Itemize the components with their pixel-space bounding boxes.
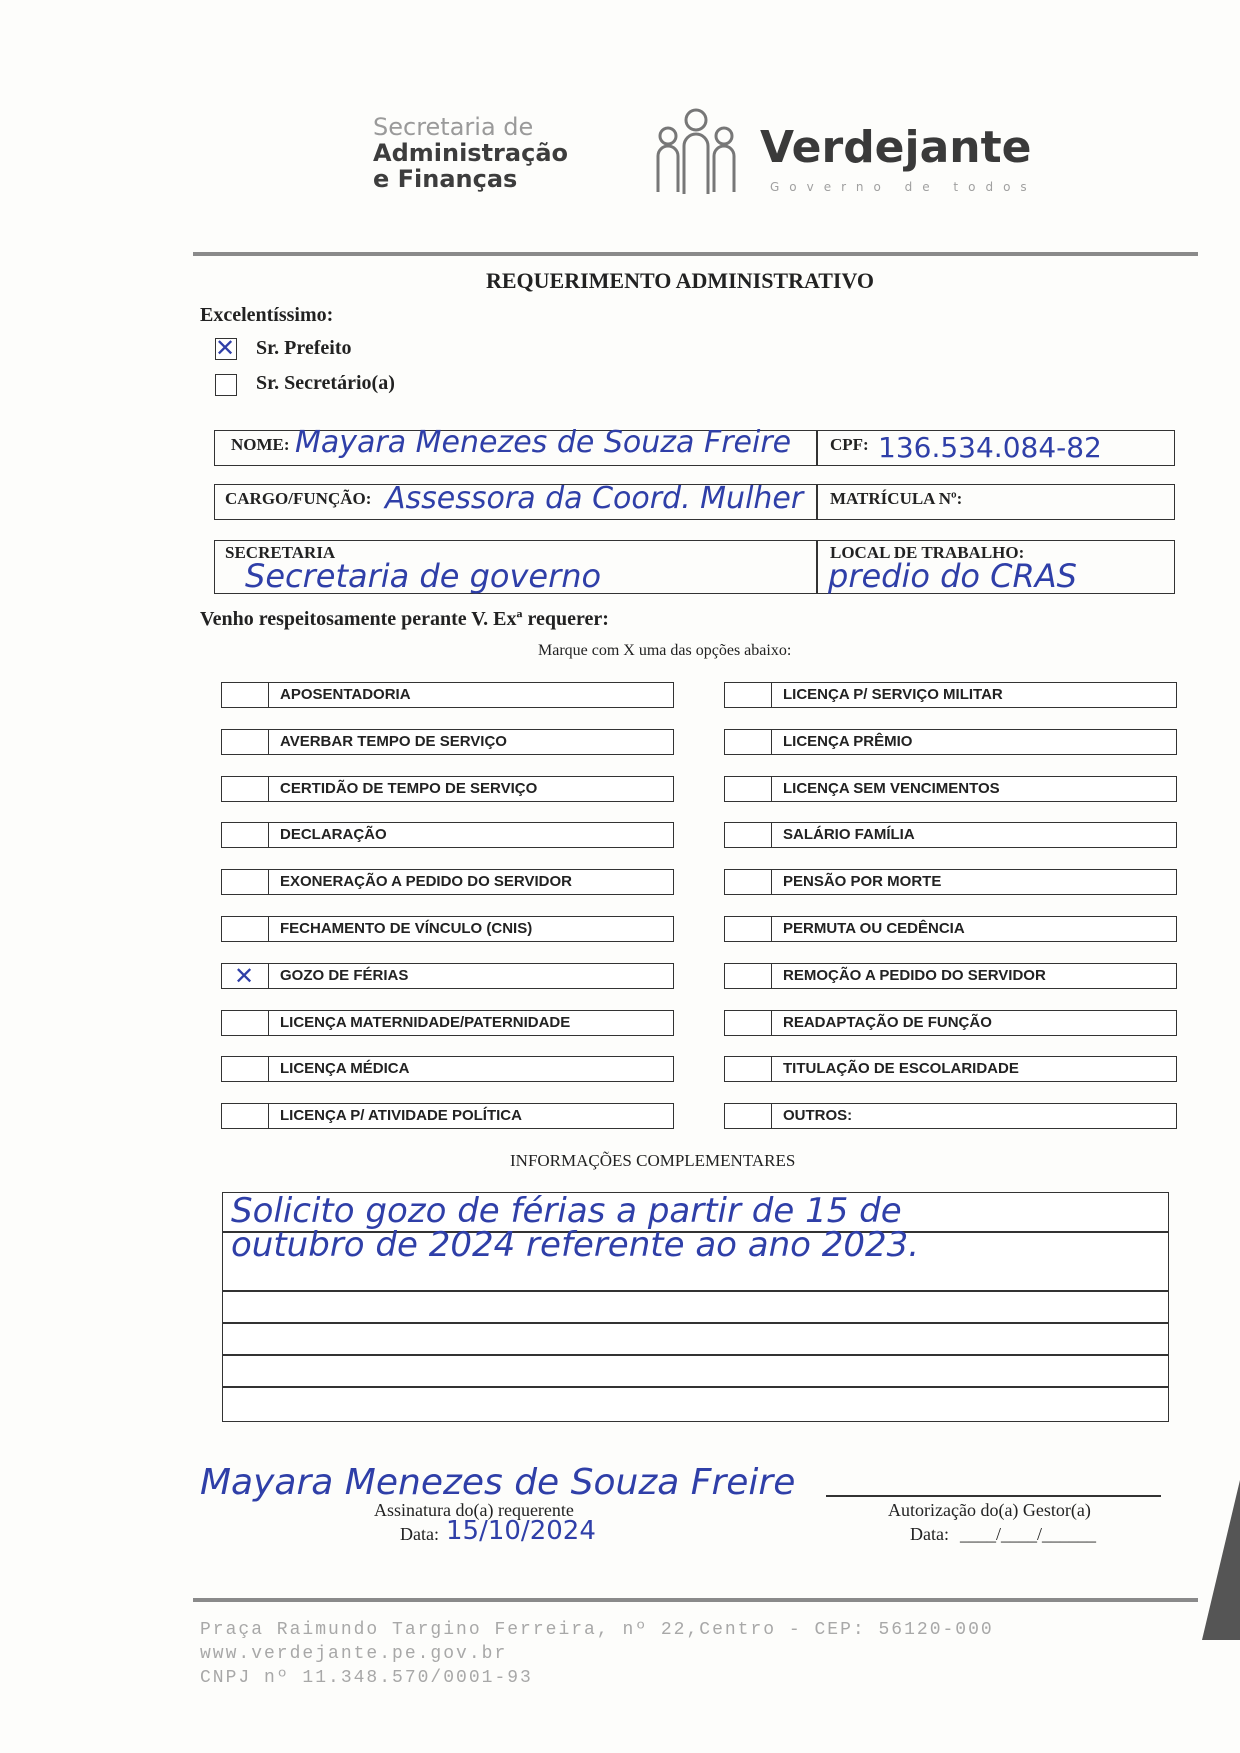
people-logo-icon [648,106,744,198]
option-checkbox[interactable] [222,961,269,990]
authorization-date-label: Data: [910,1524,949,1544]
option-label: PENSÃO POR MORTE [783,873,942,891]
option-label: LICENÇA PRÊMIO [783,732,913,750]
checkbox-x-mark: ✕ [234,961,255,990]
option-label: READAPTAÇÃO DE FUNÇÃO [783,1013,992,1031]
option-checkbox[interactable] [725,823,772,847]
option-label: TITULAÇÃO DE ESCOLARIDADE [783,1060,1019,1078]
option-checkbox[interactable] [725,777,772,801]
form-title: REQUERIMENTO ADMINISTRATIVO [485,268,875,293]
option-checkbox[interactable] [725,1011,772,1035]
local-label: LOCAL DE TRABALHO: [830,543,1025,562]
secretaria-value: Secretaria de governo [245,557,602,595]
info-rule [223,1354,1168,1356]
option-checkbox[interactable] [725,964,772,988]
authorization-signature-line [826,1495,1161,1497]
secretaria-line1: Secretaria de [373,113,534,141]
brand-name: Verdejante [760,122,1032,173]
addressee-label: Excelentíssimo: [200,304,334,326]
option-label: LICENÇA MÉDICA [280,1060,410,1078]
option-prefeito-label: Sr. Prefeito [256,337,352,359]
local-field[interactable] [817,540,1175,594]
option-label: EXONERAÇÃO A PEDIDO DO SERVIDOR [280,873,572,891]
secretaria-field[interactable] [214,540,817,594]
matricula-label: MATRÍCULA Nº: [830,489,963,508]
option-row[interactable] [724,1103,1177,1129]
authorization-label: Autorização do(a) Gestor(a) [888,1500,1091,1520]
secretaria-name [373,140,613,192]
option-row[interactable] [724,729,1177,755]
option-checkbox[interactable] [222,777,269,801]
info-rule [223,1290,1168,1292]
option-row[interactable] [221,776,674,802]
option-row[interactable] [724,776,1177,802]
footer-website[interactable]: www.verdejante.pe.gov.br [200,1644,508,1664]
cpf-field[interactable] [817,430,1175,466]
cargo-field[interactable] [214,481,817,520]
option-row[interactable] [221,1056,674,1082]
option-row[interactable] [724,916,1177,942]
option-label: LICENÇA P/ ATIVIDADE POLÍTICA [280,1107,522,1125]
option-checkbox[interactable] [222,730,269,754]
option-row[interactable] [221,963,674,989]
matricula-field[interactable] [817,484,1175,520]
option-label: CERTIDÃO DE TEMPO DE SERVIÇO [280,779,538,797]
option-label: LICENÇA SEM VENCIMENTOS [783,779,1000,797]
option-checkbox[interactable] [222,1011,269,1035]
checkbox-x-mark: ✕ [215,334,236,362]
option-label: GOZO DE FÉRIAS [280,966,409,984]
footer-address: Praça Raimundo Targino Ferreira, nº 22,Centro - CEP: 56120-000 [200,1620,994,1640]
option-label: LICENÇA MATERNIDADE/PATERNIDADE [280,1013,571,1031]
info-line2: outubro de 2024 referente ao ano 2023. [231,1225,920,1265]
signature-date-label: Data: [400,1524,439,1544]
checkbox-prefeito[interactable] [215,334,237,362]
option-checkbox[interactable] [725,1104,772,1128]
option-label: PERMUTA OU CEDÊNCIA [783,920,965,937]
option-row[interactable] [724,963,1177,989]
cpf-label: CPF: [830,435,869,454]
option-row[interactable] [221,916,674,942]
option-label: FECHAMENTO DE VÍNCULO (CNIS) [280,920,533,937]
option-checkbox[interactable] [725,683,772,707]
option-checkbox[interactable] [725,730,772,754]
option-checkbox[interactable] [725,1057,772,1081]
option-label: DECLARAÇÃO [280,826,387,844]
footer-divider [193,1598,1198,1602]
signature-label: Assinatura do(a) requerente [374,1500,574,1520]
cargo-label: CARGO/FUNÇÃO: [225,489,372,508]
option-checkbox[interactable] [725,917,772,941]
info-textarea[interactable] [222,1192,1169,1422]
option-label: LICENÇA P/ SERVIÇO MILITAR [783,686,1003,703]
option-row[interactable] [724,869,1177,895]
option-row[interactable] [724,822,1177,848]
brand-tagline: Governo de todos [770,180,1037,194]
nome-value: Mayara Menezes de Souza Freire [295,425,792,460]
option-label: REMOÇÃO A PEDIDO DO SERVIDOR [783,966,1046,984]
secretaria-label: SECRETARIA [225,543,336,562]
option-label: AVERBAR TEMPO DE SERVIÇO [280,732,507,750]
cargo-value: Assessora da Coord. Mulher [385,481,804,516]
option-row[interactable] [221,1010,674,1036]
header-divider [193,252,1198,256]
option-row[interactable] [221,729,674,755]
footer-cnpj: CNPJ nº 11.348.570/0001-93 [200,1668,533,1688]
option-checkbox[interactable] [725,870,772,894]
info-rule [223,1322,1168,1324]
info-title: INFORMAÇÕES COMPLEMENTARES [510,1151,796,1170]
option-row[interactable] [221,822,674,848]
authorization-date-blank[interactable]: ____/____/______ [960,1524,1097,1544]
option-secretario-label: Sr. Secretário(a) [256,372,395,394]
info-line1: Solicito gozo de férias a partir de 15 de [231,1191,902,1231]
checkbox-secretario[interactable] [215,374,237,396]
option-label: OUTROS: [783,1107,853,1125]
option-row[interactable] [724,682,1177,708]
option-label: SALÁRIO FAMÍLIA [783,826,915,844]
instruction-text: Marque com X uma das opções abaixo: [538,642,792,659]
secretaria-line3: e Finanças [373,165,518,193]
option-row[interactable] [221,869,674,895]
signature-date-value: 15/10/2024 [446,1516,596,1546]
option-row[interactable] [724,1010,1177,1036]
nome-field[interactable] [214,425,817,466]
option-row[interactable] [221,1103,674,1129]
option-checkbox[interactable] [222,870,269,894]
option-label: APOSENTADORIA [280,686,411,703]
info-rule [223,1386,1168,1388]
secretaria-line2: Administração [373,139,568,167]
option-checkbox[interactable] [222,917,269,941]
cpf-value: 136.534.084-82 [878,431,1102,464]
option-row[interactable] [221,682,674,708]
scan-shadow [1192,1480,1240,1640]
option-checkbox[interactable] [222,823,269,847]
applicant-signature: Mayara Menezes de Souza Freire [200,1462,796,1503]
nome-label: NOME: [231,435,290,454]
option-checkbox[interactable] [222,1057,269,1081]
option-checkbox[interactable] [222,1104,269,1128]
option-row[interactable] [724,1056,1177,1082]
request-intro: Venho respeitosamente perante V. Exª requerer: [200,608,609,630]
local-value: predio do CRAS [828,557,1077,595]
option-checkbox[interactable] [222,683,269,707]
